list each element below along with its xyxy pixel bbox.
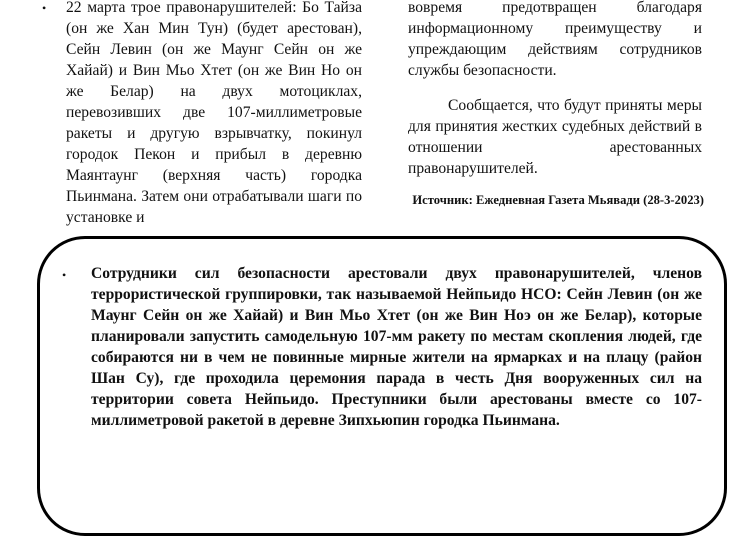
right-column <box>408 0 702 179</box>
highlight-paragraph: Сотрудники сил безопасности арестовали двух правонарушителей, членов террористической группировки, так называемой Нейпьидо НСО: Сейн Левин (он же Маунг Сейн он же Хайай) и Вин Мьо Хтет (он же Вин Ноэ он же Белар), которые планировали запустить самодельную 107-мм ракету по местам скопления людей, где собираются ни в чем не повинные мирные жители на ярмарках и на плацу (район Шан Су), где проходила церемония парада в честь Дня вооруженных сил на территории совета Нейпьидо. Преступники были арестованы вместе со 107-миллиметровой ракетой в деревне Зипхьюпин городка Пьинмана. <box>91 265 702 429</box>
bullet-marker: • <box>62 268 67 282</box>
right-paragraph-1: вовремя предотвращен благодаря информационному преимуществу и упреждающим действиям сотрудников службы безопасности. <box>408 0 702 79</box>
left-column <box>42 0 362 228</box>
bullet-marker: • <box>42 1 47 15</box>
source-citation: Источник: Ежедневная Газета Мьявади (28-3-2023) <box>412 193 704 207</box>
right-paragraph-2: Сообщается, что будут приняты меры для принятия жестких судебных действий в отношении арестованных правонарушителей. <box>408 97 702 177</box>
left-paragraph: 22 марта трое правонарушителей: Бо Тайза (он же Хан Мин Тун) (будет арестован), Сейн Левин (он же Маунг Сейн он же Хайай) и Вин Мьо Хтет (он же Вин Но он же Белар) на двух мотоциклах, перевозивших две 107-миллиметровые ракеты и другую взрывчатку, покинул городок Пекон и прибыл в деревню Маянтаунг (верхняя часть) городка Пьинмана. Затем они отрабатывали шаги по установке и <box>66 0 362 226</box>
